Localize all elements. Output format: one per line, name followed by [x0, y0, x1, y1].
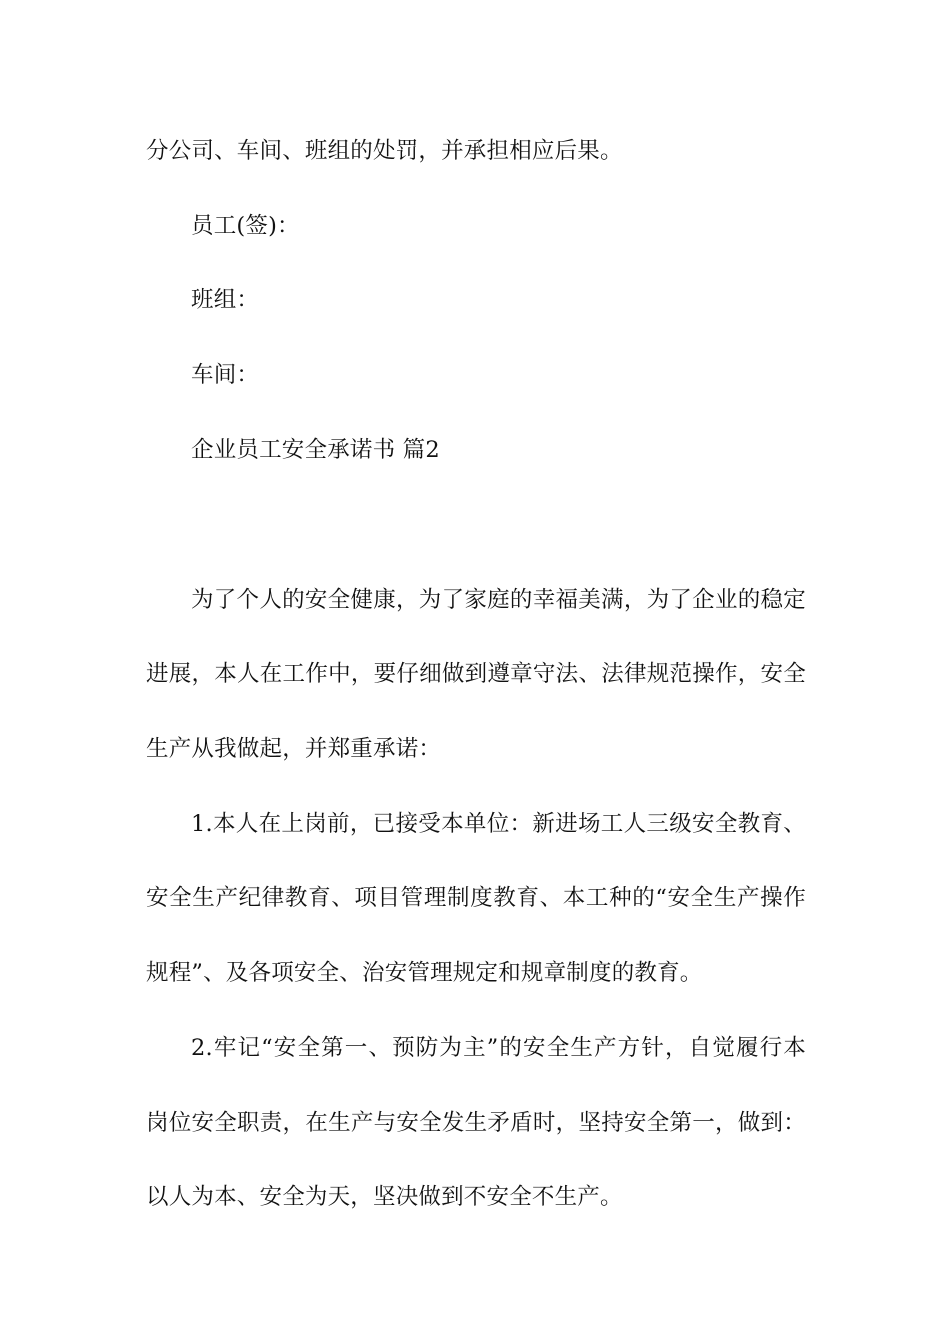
- paragraph-line: 为了个人的安全健康，为了家庭的幸福美满，为了企业的稳定: [191, 587, 806, 613]
- list-item-1-line: 规程”、及各项安全、治安管理规定和规章制度的教育。: [146, 960, 703, 986]
- list-item-1-line: 1.本人在上岗前，已接受本单位：新进场工人三级安全教育、: [191, 811, 806, 837]
- list-item-2-line: 以人为本、安全为天，坚决做到不安全不生产。: [146, 1184, 623, 1210]
- employee-signature-label: 员工(签)：: [191, 213, 300, 239]
- section-title: 企业员工安全承诺书 篇2: [191, 437, 440, 463]
- list-item-2-line: 2.牢记“安全第一、预防为主”的安全生产方针，自觉履行本: [191, 1035, 806, 1061]
- paragraph-continuation-line: 分公司、车间、班组的处罚，并承担相应后果。: [146, 138, 623, 164]
- paragraph-line: 生产从我做起，并郑重承诺：: [146, 736, 442, 762]
- paragraph-line: 进展，本人在工作中，要仔细做到遵章守法、法律规范操作，安全: [146, 661, 806, 687]
- list-item-1-line: 安全生产纪律教育、项目管理制度教育、本工种的“安全生产操作: [146, 885, 806, 911]
- team-label: 班组：: [191, 287, 260, 313]
- workshop-label: 车间：: [191, 362, 260, 388]
- list-item-2-line: 岗位安全职责，在生产与安全发生矛盾时，坚持安全第一，做到：: [146, 1110, 806, 1136]
